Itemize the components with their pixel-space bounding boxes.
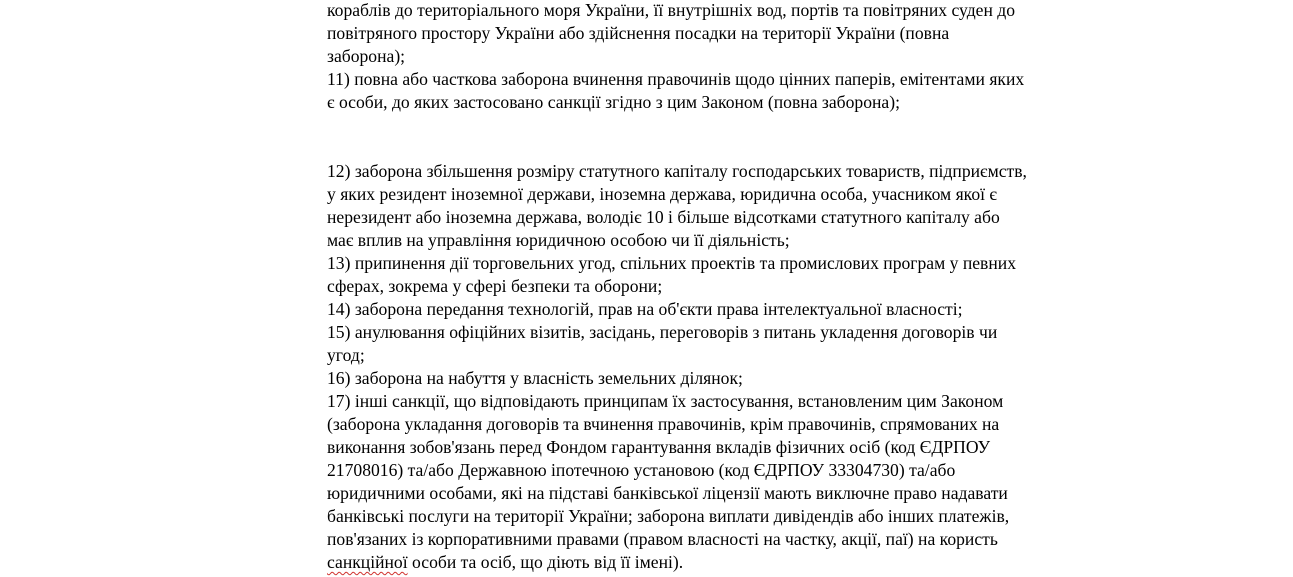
blank-line — [327, 114, 1127, 137]
spellcheck-flagged-word[interactable]: санкційної — [327, 552, 408, 572]
text-line: пов'язаних із корпоративними правами (правом власності на частку, акції, паї) на користь — [327, 529, 998, 549]
text-line: 21708016) та/або Державною іпотечною установою (код ЄДРПОУ 33304730) та/або — [327, 460, 956, 480]
text-line: 12) заборона збільшення розміру статутного капіталу господарських товариств, підприємств, — [327, 161, 1027, 181]
text-line: має вплив на управління юридичною особою чи її діяльність; — [327, 230, 790, 250]
text-line: 15) анулювання офіційних візитів, засідань, переговорів з питань укладення договорів чи — [327, 322, 998, 342]
text-line-rest: особи та осіб, що діють від її імені). — [407, 552, 684, 572]
text-line: 14) заборона передання технологій, прав на об'єкти права інтелектуальної власності; — [327, 299, 963, 319]
text-line: 13) припинення дії торговельних угод, спільних проектів та промислових програм у певних — [327, 253, 1016, 273]
text-line: заборона); — [327, 46, 406, 66]
blank-line — [327, 137, 1127, 160]
text-line: угод; — [327, 345, 365, 365]
text-line: юридичними особами, які на підставі банківської ліцензії мають виключне право надавати — [327, 483, 1008, 503]
text-line: сферах, зокрема у сфері безпеки та оборони; — [327, 276, 663, 296]
text-line: є особи, до яких застосовано санкції згідно з цим Законом (повна заборона); — [327, 92, 900, 112]
text-line: банківські послуги на території України; заборона виплати дивідендів або інших платежів, — [327, 506, 1010, 526]
text-line: 11) повна або часткова заборона вчинення правочинів щодо цінних паперів, емітентами яких — [327, 69, 1025, 89]
text-line: нерезидент або іноземна держава, володіє 10 і більше відсотками статутного капіталу або — [327, 207, 1000, 227]
text-line: 17) інші санкції, що відповідають принципам їх застосування, встановленим цим Законом — [327, 391, 1004, 411]
text-line: повітряного простору України або здійснення посадки на території України (повна — [327, 23, 950, 43]
document-body — [327, 0, 1127, 574]
text-line: кораблів до територіального моря України, її внутрішніх вод, портів та повітряних суден до — [327, 0, 1016, 20]
text-line: у яких резидент іноземної держави, іноземна держава, юридична особа, учасником якої є — [327, 184, 997, 204]
text-line: (заборона укладання договорів та вчинення правочинів, крім правочинів, спрямованих на — [327, 414, 1000, 434]
text-line-last — [327, 551, 1127, 574]
text-line: виконання зобов'язань перед Фондом гарантування вкладів фізичних осіб (код ЄДРПОУ — [327, 437, 991, 457]
text-line: 16) заборона на набуття у власність земельних ділянок; — [327, 368, 743, 388]
